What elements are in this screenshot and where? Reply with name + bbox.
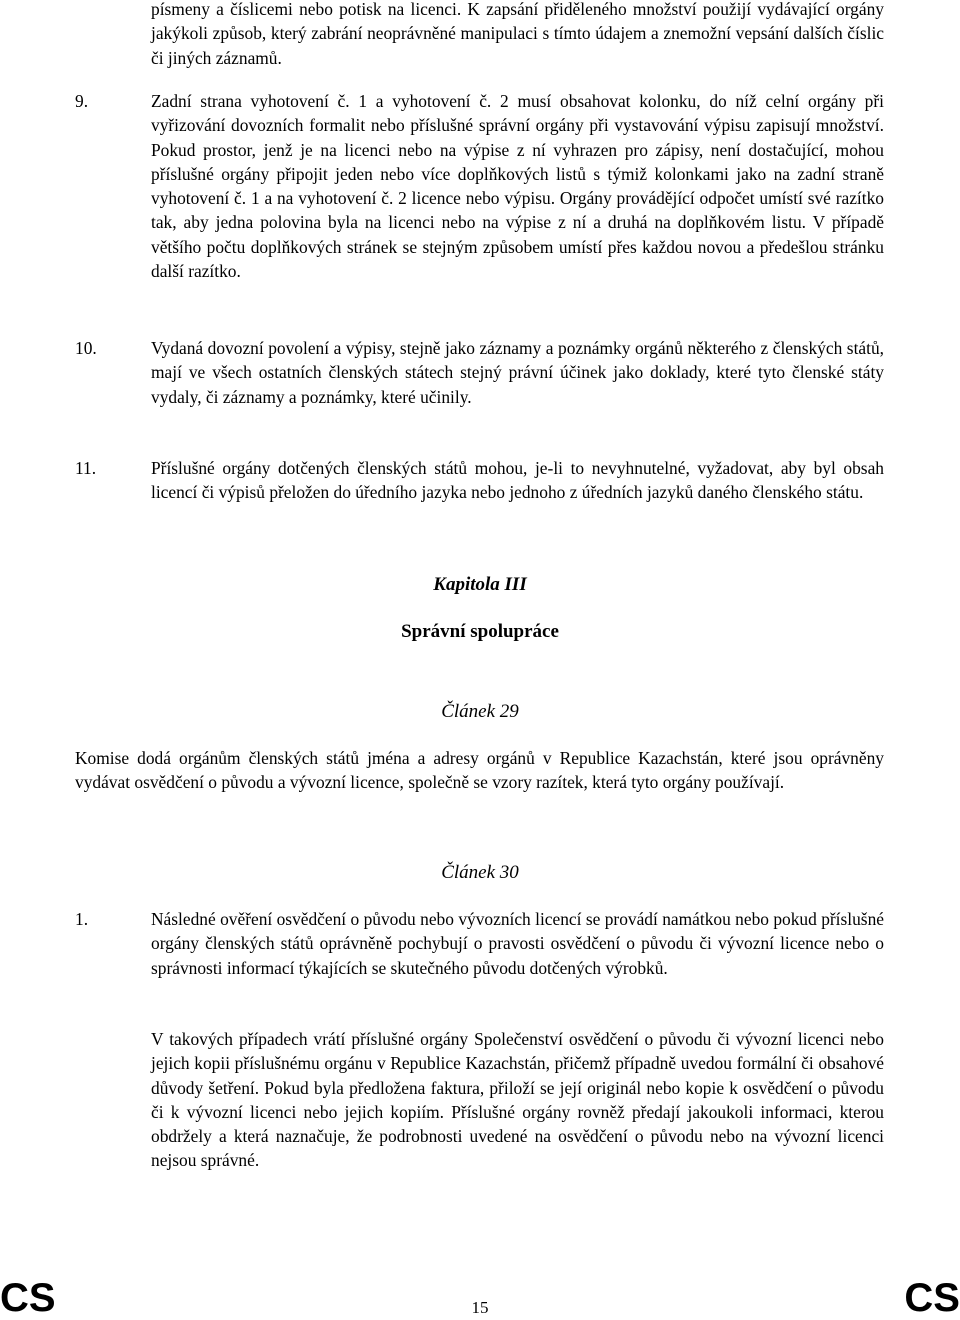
article-30-item-number: 1. [75, 909, 89, 929]
article-30-heading: Článek 30 [441, 862, 519, 883]
footer-language-left: CS [0, 1276, 56, 1320]
chapter-title: Kapitola III [433, 574, 527, 595]
article-30-paragraph-2: V takových případech vrátí příslušné orgány Společenství osvědčení o původu či vývozní licenci nebo jejich kopii příslušnému orgánu v Republice Kazachstán, přičemž případně uvedou formální či obsahové důvody šetření. Pokud byla předložena faktura, přiloží se její originál nebo kopie k osvědčení o původu či k vývozní licenci nebo jejich kopiím. Příslušné orgány rovněž předají jakoukoli informaci, kterou obdržely a která naznačuje, že podrobnosti uvedené na osvědčení o původu nebo na vývozní licenci nejsou správné. [151, 1029, 884, 1171]
article-29-text: Komise dodá orgánům členských států jména a adresy orgánů v Republice Kazachstán, které jsou oprávněny vydávat osvědčení o původu a vývozní licence, společně se vzory razítek, která tyto orgány používají. [75, 748, 884, 793]
chapter-subtitle: Správní spolupráce [401, 621, 559, 642]
item-number-9: 9. [75, 91, 89, 111]
article-30-paragraph-1: Následné ověření osvědčení o původu nebo vývozních licencí se provádí namátkou nebo pokud příslušné orgány členských států oprávněně pochybují o pravosti osvědčení o původu či vývozní licence nebo o správnosti informací týkajících se skutečného původu dotčených výrobků. [151, 909, 884, 978]
footer-language-right: CS [904, 1276, 960, 1320]
item-11-text: Příslušné orgány dotčených členských států mohou, je-li to nevyhnutelné, vyžadovat, aby byl obsah licencí či výpisů přeložen do úředního jazyka nebo jednoho z úředních jazyků daného členského státu. [151, 458, 884, 503]
item-number-10: 10. [75, 338, 97, 358]
item-10-text: Vydaná dovozní povolení a výpisy, stejně jako záznamy a poznámky orgánů některého z členských států, mají ve všech ostatních členských státech stejný právní účinek jako doklady, které tyto členské státy vydaly, či záznamy a poznámky, které učinily. [151, 338, 884, 407]
paragraph-continuation: písmeny a číslicemi nebo potisk na licenci. K zapsání přiděleného množství použijí vydávající orgány jakýkoli způsob, který zabrání neoprávněné manipulaci s tímto údajem a znemožní vepsání dalších číslic či jiných záznamů. [151, 0, 884, 68]
article-29-heading: Článek 29 [441, 701, 519, 722]
item-9-text: Zadní strana vyhotovení č. 1 a vyhotovení č. 2 musí obsahovat kolonku, do níž celní orgány při vyřizování dovozních formalit nebo příslušné správní orgány při vystavování výpisu zapisují množství. Pokud prostor, jenž je na licenci nebo na výpise z ní vyhrazen pro zápisy, není dostačující, mohou příslušné orgány připojit jeden nebo více doplňkových listů s týmiž kolonkami jako na zadní straně vyhotovení č. 1 a na vyhotovení č. 2 licence nebo výpisu. Orgány provádějící odpočet umístí své razítko tak, aby jedna polovina byla na licenci nebo na výpise z ní a druhá na doplňkovém listu. V případě většího počtu doplňkových stránek se stejným způsobem umístí přes každou novou a předešlou stránku další razítko. [151, 91, 884, 282]
page-number: 15 [471, 1298, 489, 1317]
item-number-11: 11. [75, 458, 97, 478]
